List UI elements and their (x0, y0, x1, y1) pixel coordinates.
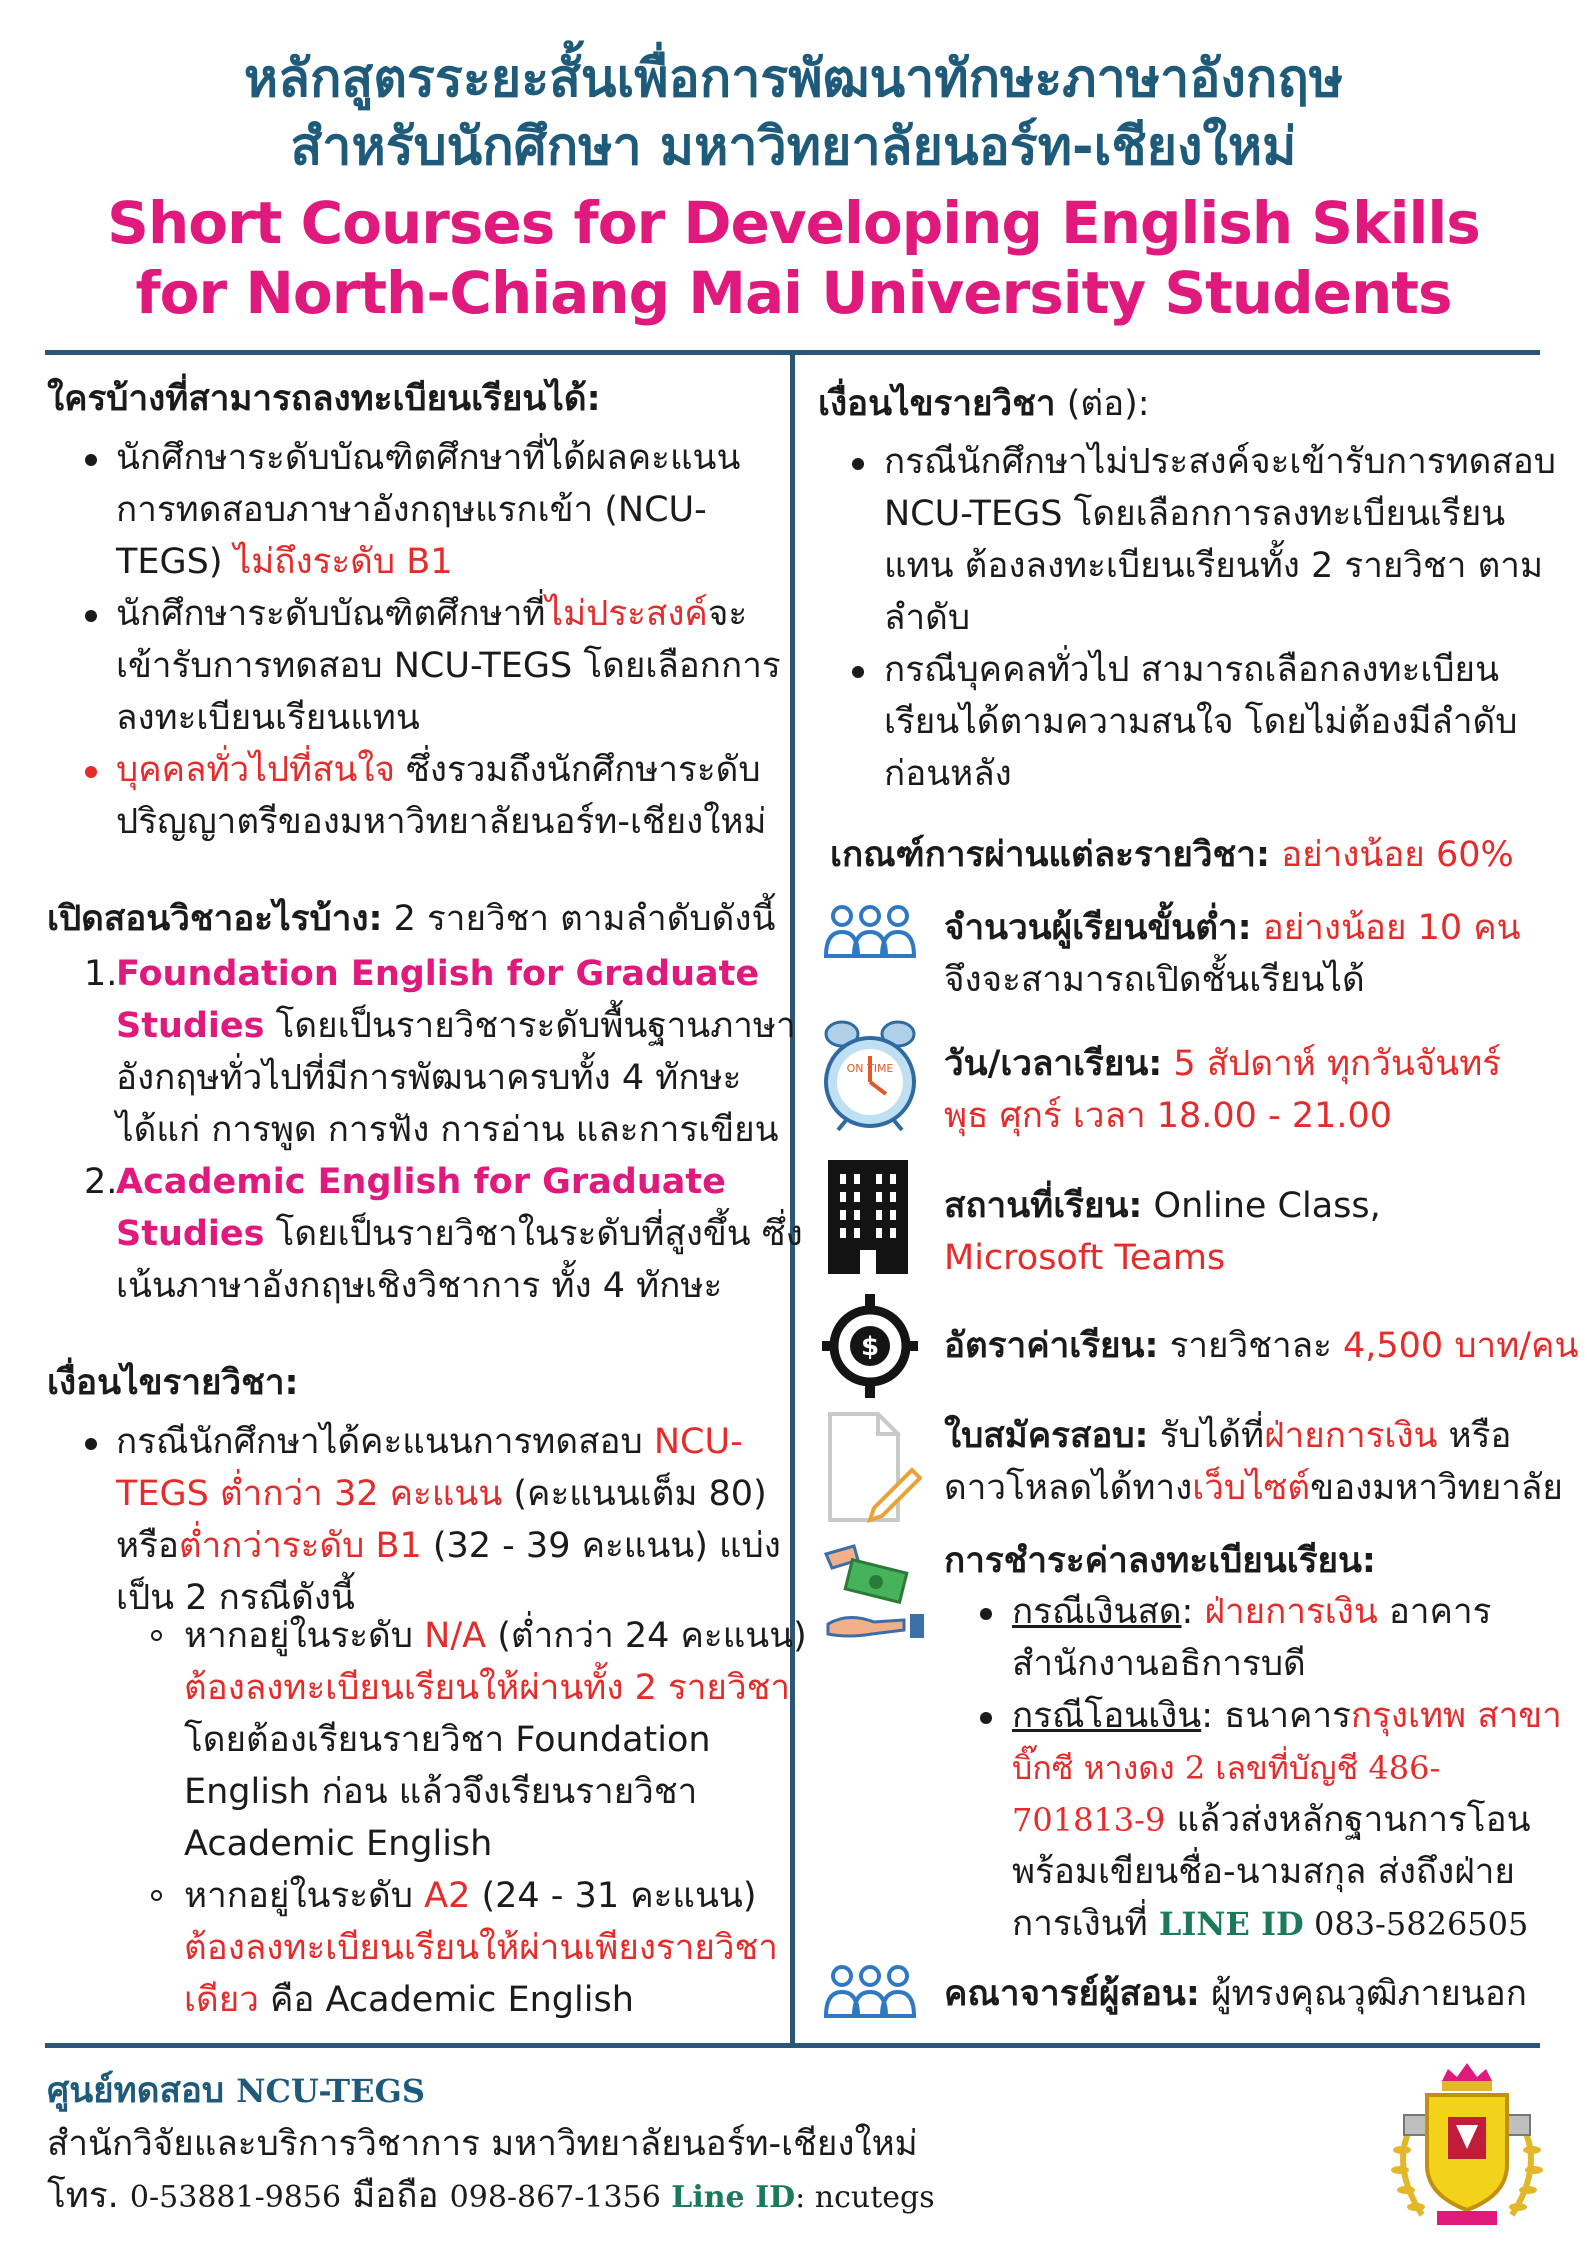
course-number-1: 1. (84, 954, 118, 994)
who-item-2-line2: เข้ารับการทดสอบ NCU-TEGS โดยเลือกการ (116, 646, 781, 686)
course-number-2: 2. (84, 1162, 118, 1202)
conditions-cont-item1-line1: กรณีนักศึกษาไม่ประสงค์จะเข้ารับการทดสอบ (884, 442, 1556, 482)
course-2-name: Academic English for Graduate (116, 1162, 726, 1202)
who-item-1-line2: การทดสอบภาษาอังกฤษแรกเข้า (NCU- (116, 490, 707, 530)
conditions-line3: หรือต่ำกว่าระดับ B1 (32 - 39 คะแนน) แบ่ง (116, 1526, 781, 1566)
payment-transfer-line4: พร้อมเขียนชื่อ-นามสกุล ส่งถึงฝ่าย (1012, 1852, 1515, 1892)
alarm-clock-icon (812, 1012, 928, 1138)
conditions-cont-item2-line1: กรณีบุคคลทั่วไป สามารถเลือกลงทะเบียน (884, 650, 1499, 690)
course-1-line2: Studies โดยเป็นรายวิชาระดับพื้นฐานภาษา (116, 1006, 796, 1046)
course-1-name: Foundation English for Graduate (116, 954, 760, 994)
sub-case-1-line1: หากอยู่ในระดับ N/A (ต่ำกว่า 24 คะแนน) (184, 1616, 807, 1656)
venue-line1: สถานที่เรียน: Online Class, (944, 1186, 1381, 1226)
instructors-line: คณาจารย์ผู้สอน: ผู้ทรงคุณวุฒิภายนอก (944, 1974, 1527, 2014)
sub-case-2-line2: ต้องลงทะเบียนเรียนให้ผ่านเพียงรายวิชา (184, 1928, 778, 1968)
who-item-2-line1: นักศึกษาระดับบัณฑิตศึกษาที่ไม่ประสงค์จะ (116, 594, 748, 634)
payment-transfer-line3: 701813-9 แล้วส่งหลักฐานการโอน (1012, 1800, 1531, 1840)
conditions-cont-item2-line3: ก่อนหลัง (884, 754, 1012, 794)
footer-contacts: โทร. 0-53881-9856 มือถือ 098-867-1356 Line ID: ncutegs (47, 2176, 935, 2216)
dollar-target-icon (822, 1294, 918, 1398)
document-pencil-icon (826, 1410, 922, 1526)
sub-case-1-line4: English ก่อน แล้วจึงเรียนรายวิชา (184, 1772, 698, 1812)
title-english-line2: for North-Chiang Mai University Students (135, 259, 1452, 327)
min-students-line2: จึงจะสามารถเปิดชั้นเรียนได้ (944, 960, 1365, 1000)
who-item-1-line3: TEGS) ไม่ถึงระดับ B1 (116, 542, 453, 582)
application-line1: ใบสมัครสอบ: รับได้ที่ฝ่ายการเงิน หรือ (944, 1416, 1512, 1456)
bottom-divider (45, 2043, 1540, 2048)
fee-line: อัตราค่าเรียน: รายวิชาละ 4,500 บาท/คน (944, 1326, 1579, 1366)
people-icon (822, 902, 918, 962)
min-students-line1: จำนวนผู้เรียนขั้นต่ำ: อย่างน้อย 10 คน (944, 908, 1521, 948)
svg-text:$: $ (860, 1332, 880, 1362)
schedule-line2: พุธ ศุกร์ เวลา 18.00 - 21.00 (944, 1096, 1393, 1136)
column-divider (790, 355, 795, 2043)
payment-transfer-line5: การเงินที่ LINE ID 083-5826505 (1012, 1904, 1529, 1944)
title-thai-line2: สำหรับนักศึกษา มหาวิทยาลัยนอร์ท-เชียงใหม่ (290, 117, 1297, 177)
venue-line2: Microsoft Teams (944, 1238, 1226, 1278)
clock-label: ON TIME (846, 1062, 894, 1075)
who-item-3-line1: บุคคลทั่วไปที่สนใจ ซึ่งรวมถึงนักศึกษาระดับ (116, 750, 761, 790)
sub-case-1-line5: Academic English (184, 1824, 493, 1864)
payment-transfer-line2: บิ๊กซี หางดง 2 เลขที่บัญชี 486- (1012, 1749, 1441, 1787)
bullet (980, 1712, 992, 1724)
title-english-line1: Short Courses for Developing English Skills (107, 189, 1480, 257)
sub-case-1-line3: โดยต้องเรียนรายวิชา Foundation (184, 1720, 711, 1760)
building-icon (828, 1160, 908, 1274)
title-thai-line1: หลักสูตรระยะสั้นเพื่อการพัฒนาทักษะภาษาอังกฤษ (243, 49, 1344, 109)
payment-transfer-line1: กรณีโอนเงิน: ธนาคารกรุงเทพ สาขา (1012, 1696, 1562, 1736)
conditions-cont-item1-line4: ลำดับ (884, 598, 971, 638)
footer-office: สำนักวิจัยและบริการวิชาการ มหาวิทยาลัยนอร์ท-เชียงใหม่ (47, 2124, 918, 2164)
conditions-heading: เงื่อนไขรายวิชา: (47, 1363, 299, 1403)
who-item-3-line2: ปริญญาตรีของมหาวิทยาลัยนอร์ท-เชียงใหม่ (116, 802, 767, 842)
who-heading: ใครบ้างที่สามารถลงทะเบียนเรียนได้: (47, 379, 601, 419)
sub-bullet (151, 1890, 162, 1901)
courses-heading: เปิดสอนวิชาอะไรบ้าง: 2 รายวิชา ตามลำดับดังนี้ (47, 899, 776, 939)
payment-cash-line1: กรณีเงินสด: ฝ่ายการเงิน อาคาร (1012, 1592, 1492, 1632)
conditions-line4: เป็น 2 กรณีดังนี้ (116, 1578, 355, 1618)
course-2-line2: Studies โดยเป็นรายวิชาในระดับที่สูงขึ้น ซึ่ง (116, 1214, 803, 1254)
sub-case-2-line1: หากอยู่ในระดับ A2 (24 - 31 คะแนน) (184, 1876, 757, 1916)
sub-bullet (151, 1630, 162, 1641)
bullet (980, 1608, 992, 1620)
course-1-line3: อังกฤษทั่วไปที่มีการพัฒนาครบทั้ง 4 ทักษะ (116, 1058, 742, 1098)
bullet (85, 1438, 97, 1450)
university-emblem-logo (1382, 2055, 1552, 2235)
bullet (852, 666, 864, 678)
money-hand-icon (818, 1542, 938, 1646)
conditions-line2: TEGS ต่ำกว่า 32 คะแนน (คะแนนเต็ม 80) (116, 1474, 767, 1514)
who-item-1-line1: นักศึกษาระดับบัณฑิตศึกษาที่ได้ผลคะแนน (116, 438, 741, 478)
course-1-line4: ได้แก่ การพูด การฟัง การอ่าน และการเขียน (116, 1110, 779, 1150)
bullet (85, 454, 97, 466)
payment-cash-line2: สำนักงานอธิการบดี (1012, 1644, 1306, 1684)
who-item-2-line3: ลงทะเบียนเรียนแทน (116, 698, 420, 738)
footer-center: ศูนย์ทดสอบ NCU-TEGS (47, 2071, 425, 2111)
course-2-line3: เน้นภาษาอังกฤษเชิงวิชาการ ทั้ง 4 ทักษะ (116, 1266, 723, 1306)
pass-criteria: เกณฑ์การผ่านแต่ละรายวิชา: อย่างน้อย 60% (830, 835, 1514, 875)
bullet (85, 766, 97, 778)
conditions-cont-item1-line2: NCU-TEGS โดยเลือกการลงทะเบียนเรียน (884, 494, 1506, 534)
conditions-cont-item1-line3: แทน ต้องลงทะเบียนเรียนทั้ง 2 รายวิชา ตาม (884, 546, 1544, 586)
bullet (852, 458, 864, 470)
instructors-people-icon (822, 1962, 918, 2022)
payment-heading: การชำระค่าลงทะเบียนเรียน: (944, 1541, 1376, 1581)
application-line2: ดาวโหลดได้ทางเว็บไซต์ของมหาวิทยาลัย (944, 1468, 1563, 1508)
conditions-cont-heading: เงื่อนไขรายวิชา (ต่อ): (818, 384, 1150, 424)
sub-case-2-line3: เดียว คือ Academic English (184, 1980, 634, 2020)
conditions-cont-item2-line2: เรียนได้ตามความสนใจ โดยไม่ต้องมีลำดับ (884, 702, 1518, 742)
bullet (85, 610, 97, 622)
sub-case-1-line2: ต้องลงทะเบียนเรียนให้ผ่านทั้ง 2 รายวิชา (184, 1668, 791, 1708)
schedule-line1: วัน/เวลาเรียน: 5 สัปดาห์ ทุกวันจันทร์ (944, 1044, 1502, 1084)
conditions-line1: กรณีนักศึกษาได้คะแนนการทดสอบ NCU- (116, 1422, 743, 1462)
